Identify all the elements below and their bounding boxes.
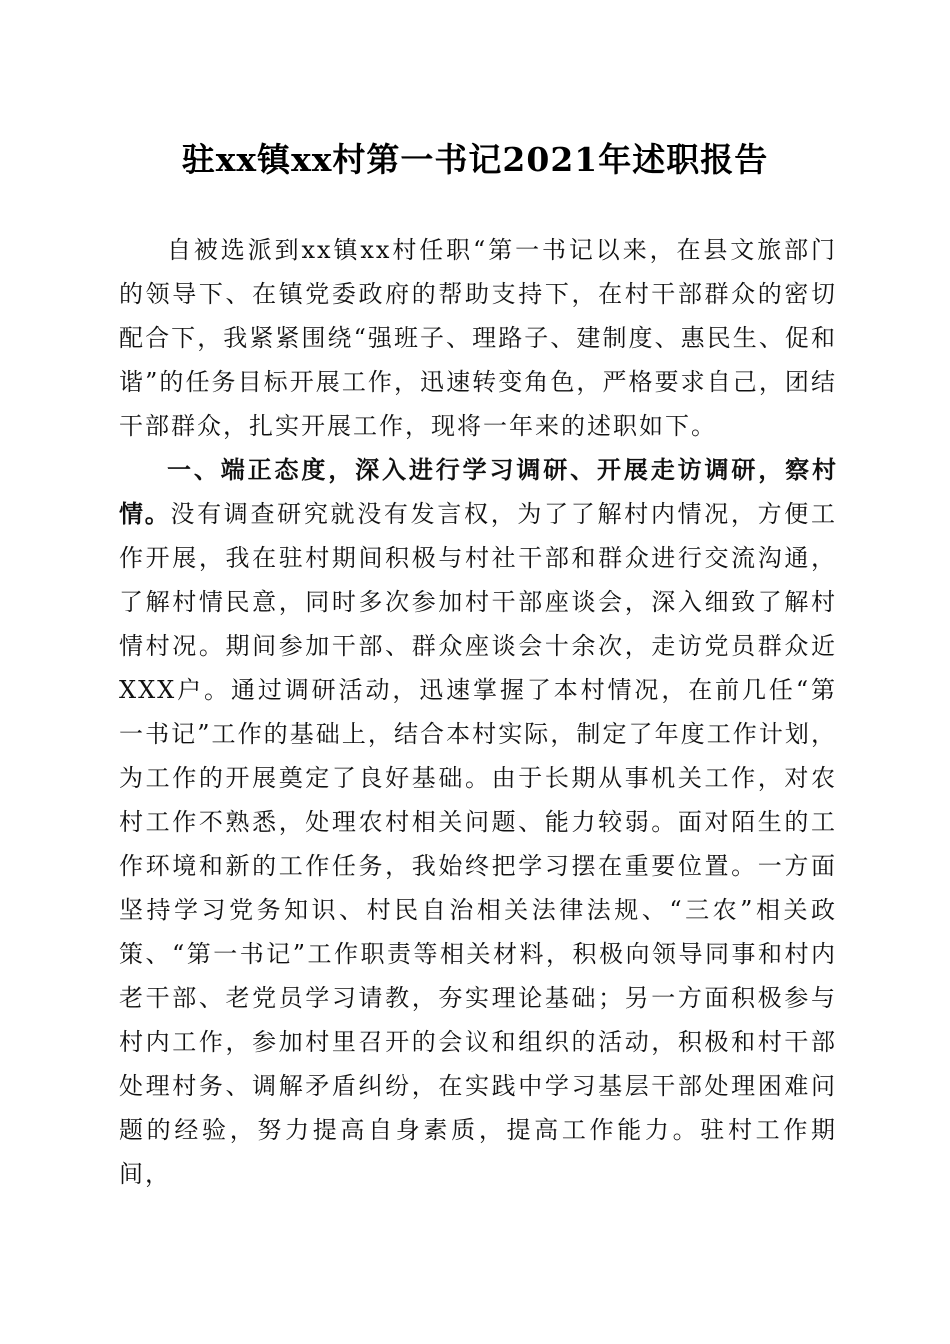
section-1-paragraph	[119, 448, 837, 1196]
document-title: 驻xx镇xx村第一书记2021年述职报告	[181, 140, 769, 179]
section-1-text: 没有调查研究就没有发言权，为了了解村内情况，方便工作开展，我在驻村期间积极与村社干部和群众进行交流沟通，了解村情民意，同时多次参加村干部座谈会，深入细致了解村情村况。期间参加干部、群众座谈会十余次，走访党员群众近XXX户。通过调研活动，迅速掌握了本村情况，在前几任“第一书记”工作的基础上，结合本村实际，制定了年度工作计划，为工作的开展奠定了良好基础。由于长期从事机关工作，对农村工作不熟悉，处理农村相关问题、能力较弱。面对陌生的工作环境和新的工作任务，我始终把学习摆在重要位置。一方面坚持学习党务知识、村民自治相关法律法规、“三农”相关政策、“第一书记”工作职责等相关材料，积极向领导同事和村内老干部、老党员学习请教，夯实理论基础；另一方面积极参与村内工作，参加村里召开的会议和组织的活动，积极和村干部处理村务、调解矛盾纠纷，在实践中学习基层干部处理困难问题的经验，努力提高自身素质，提高工作能力。驻村工作期间，	[119, 500, 838, 1188]
section-1-heading: 一、端正态度，深入进行学习调研、开展走访调研，察村情。	[119, 456, 837, 528]
document-body	[119, 228, 837, 1196]
intro-paragraph: 自被选派到xx镇xx村任职“第一书记以来，在县文旅部门的领导下、在镇党委政府的帮助支持下，在村干部群众的密切配合下，我紧紧围绕“强班子、理路子、建制度、惠民生、促和谐”的任务目标开展工作，迅速转变角色，严格要求自己，团结干部群众，扎实开展工作，现将一年来的述职如下。	[119, 236, 837, 440]
